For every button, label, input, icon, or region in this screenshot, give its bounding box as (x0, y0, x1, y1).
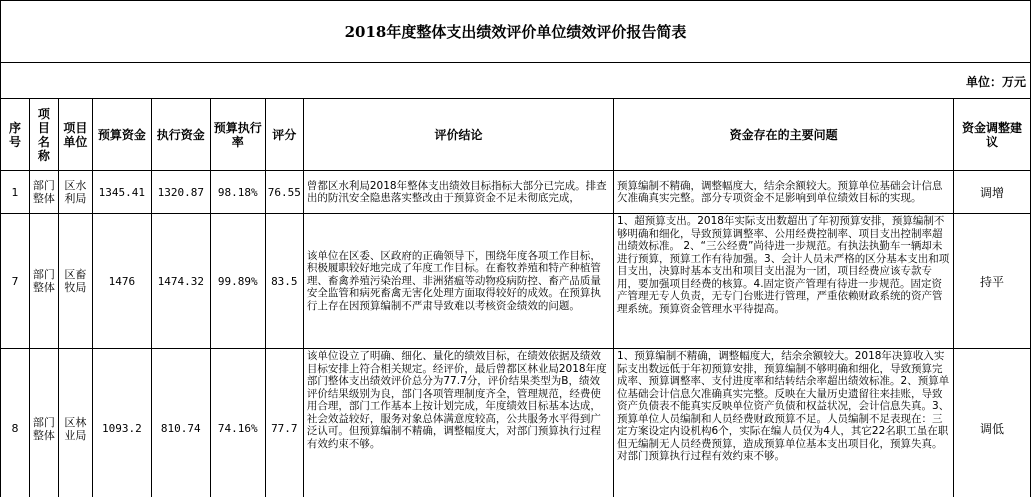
row-problems-text: 1、预算编制不精确，调整幅度大，结余余额较大。2018年决算收入实际支出数远低于年初预算安排，预算编制不够明确和细化，导致预算完成率、预算调整率、支付进度率和结转结余率超出绩效标准。2、预算单位基础会计信息欠准确真实完整。反映在大量历史遗留往来挂账，导致资产负债表不能真实反映单位资产负债和权益状况，会计信息失真。3、预算单位人员编制和人员经费财政预算不足。人员编制不足表现在：三定方案设定内设机构6个，实际在编人员仅为4人，其它22名职工虽在职但无编制无人员经费预算，造成预算单位基本支出项目化，预算失真。对部门预算执行过程有效约束不够。 (617, 350, 950, 462)
header-problems: 资金存在的主要问题 (614, 99, 954, 171)
row-budget: 1345.41 (92, 171, 151, 214)
header-executed: 执行资金 (151, 99, 210, 171)
row-score: 83.5 (265, 214, 303, 349)
header-budget: 预算资金 (92, 99, 151, 171)
header-item-name: 项目名称 (29, 99, 58, 171)
row-problems (614, 214, 954, 349)
header-item-unit: 项目单位 (58, 99, 92, 171)
table-row (1, 349, 1031, 497)
row-executed: 810.74 (151, 349, 210, 497)
row-conclusion (303, 171, 613, 214)
row-conclusion (303, 349, 613, 497)
row-conclusion-text: 该单位在区委、区政府的正确领导下，围绕年度各项工作目标，积极履职较好地完成了年度工作目标。在畜牧养殖和特产种植管理、畜禽养殖污染治理、非洲猪瘟等动物疫病防控、畜产品质量安全监管和病死畜禽无害化处理方面取得较好的成效。在预算执行上存在因预算编制不严肃导致难以考核资金绩效的问题。 (306, 249, 601, 312)
table-row (1, 171, 1031, 214)
row-item-unit: 区林业局 (58, 349, 92, 497)
row-item-name: 部门整体 (29, 171, 58, 214)
header-row (1, 99, 1031, 171)
row-item-unit: 区畜牧局 (58, 214, 92, 349)
row-executed: 1320.87 (151, 171, 210, 214)
table-row (1, 214, 1031, 349)
row-executed: 1474.32 (151, 214, 210, 349)
header-seq: 序号 (1, 99, 30, 171)
row-advice: 调低 (954, 349, 1031, 497)
row-item-name: 部门整体 (29, 214, 58, 349)
row-advice: 调增 (954, 171, 1031, 214)
row-conclusion-text: 曾都区水利局2018年整体支出绩效目标指标大部分已完成。排查出的防汛安全隐患落实整改由于预算资金不足未彻底完成， (306, 179, 607, 204)
row-conclusion (303, 214, 613, 349)
row-problems (614, 171, 954, 214)
row-seq: 7 (1, 214, 30, 349)
row-seq: 1 (1, 171, 30, 214)
header-conclusion: 评价结论 (303, 99, 613, 171)
header-exec-rate: 预算执行率 (210, 99, 265, 171)
row-score: 77.7 (265, 349, 303, 497)
row-problems (614, 349, 954, 497)
row-item-unit: 区水利局 (58, 171, 92, 214)
row-budget: 1476 (92, 214, 151, 349)
report-title: 2018年度整体支出绩效评价单位绩效评价报告简表 (1, 1, 1031, 63)
row-seq: 8 (1, 349, 30, 497)
row-exec-rate: 98.18% (210, 171, 265, 214)
unit-label: 单位：万元 (1, 63, 1031, 99)
row-item-name: 部门整体 (29, 349, 58, 497)
row-exec-rate: 99.89% (210, 214, 265, 349)
row-score: 76.55 (265, 171, 303, 214)
row-conclusion-text: 该单位设立了明确、细化、量化的绩效目标，在绩效依据及绩效目标安排上符合相关规定。经评价，最后曾都区林业局2018年度部门整体支出绩效评价总分为77.7分，评价结果类型为B，绩效评价结果级别为良，部门各项管理制度齐全，管理规范，经费使用合理，部门工作基本上按计划完成，年度绩效目标基本达成，社会效益较好，服务对象总体满意度较高，公共服务水平得到广泛认可。但预算编制不精确，调整幅度大，对部门预算执行过程有效约束不够。 (306, 350, 607, 450)
row-problems-text: 预算编制不精确，调整幅度大，结余余额较大。预算单位基础会计信息欠准确真实完整。部分专项资金不足影响到单位绩效目标的实现。 (617, 179, 943, 204)
row-advice: 持平 (954, 214, 1031, 349)
header-score: 评分 (265, 99, 303, 171)
header-advice: 资金调整建议 (954, 99, 1031, 171)
row-budget: 1093.2 (92, 349, 151, 497)
row-exec-rate: 74.16% (210, 349, 265, 497)
row-problems-text: 1、超预算支出。2018年实际支出数超出了年初预算安排，预算编制不够明确和细化，导致预算调整率、公用经费控制率、项目支出控制率超出绩效标准。 2、“三公经费”尚待进一步规范。有执法执勤车一辆却未进行预算，预算工作有待加强。3、会计人员未严格的区分基本支出和项目支出，决算时基本支出和项目支出混为一团，项目经费应该专款专用，要加强项目经费的核算。4.固定资产管理有待进一步规范。固定资产管理无专人负责，无专门台账进行管理，严重依赖财政系统的资产管理系统。预算资金管理水平待提高。 (617, 215, 950, 315)
